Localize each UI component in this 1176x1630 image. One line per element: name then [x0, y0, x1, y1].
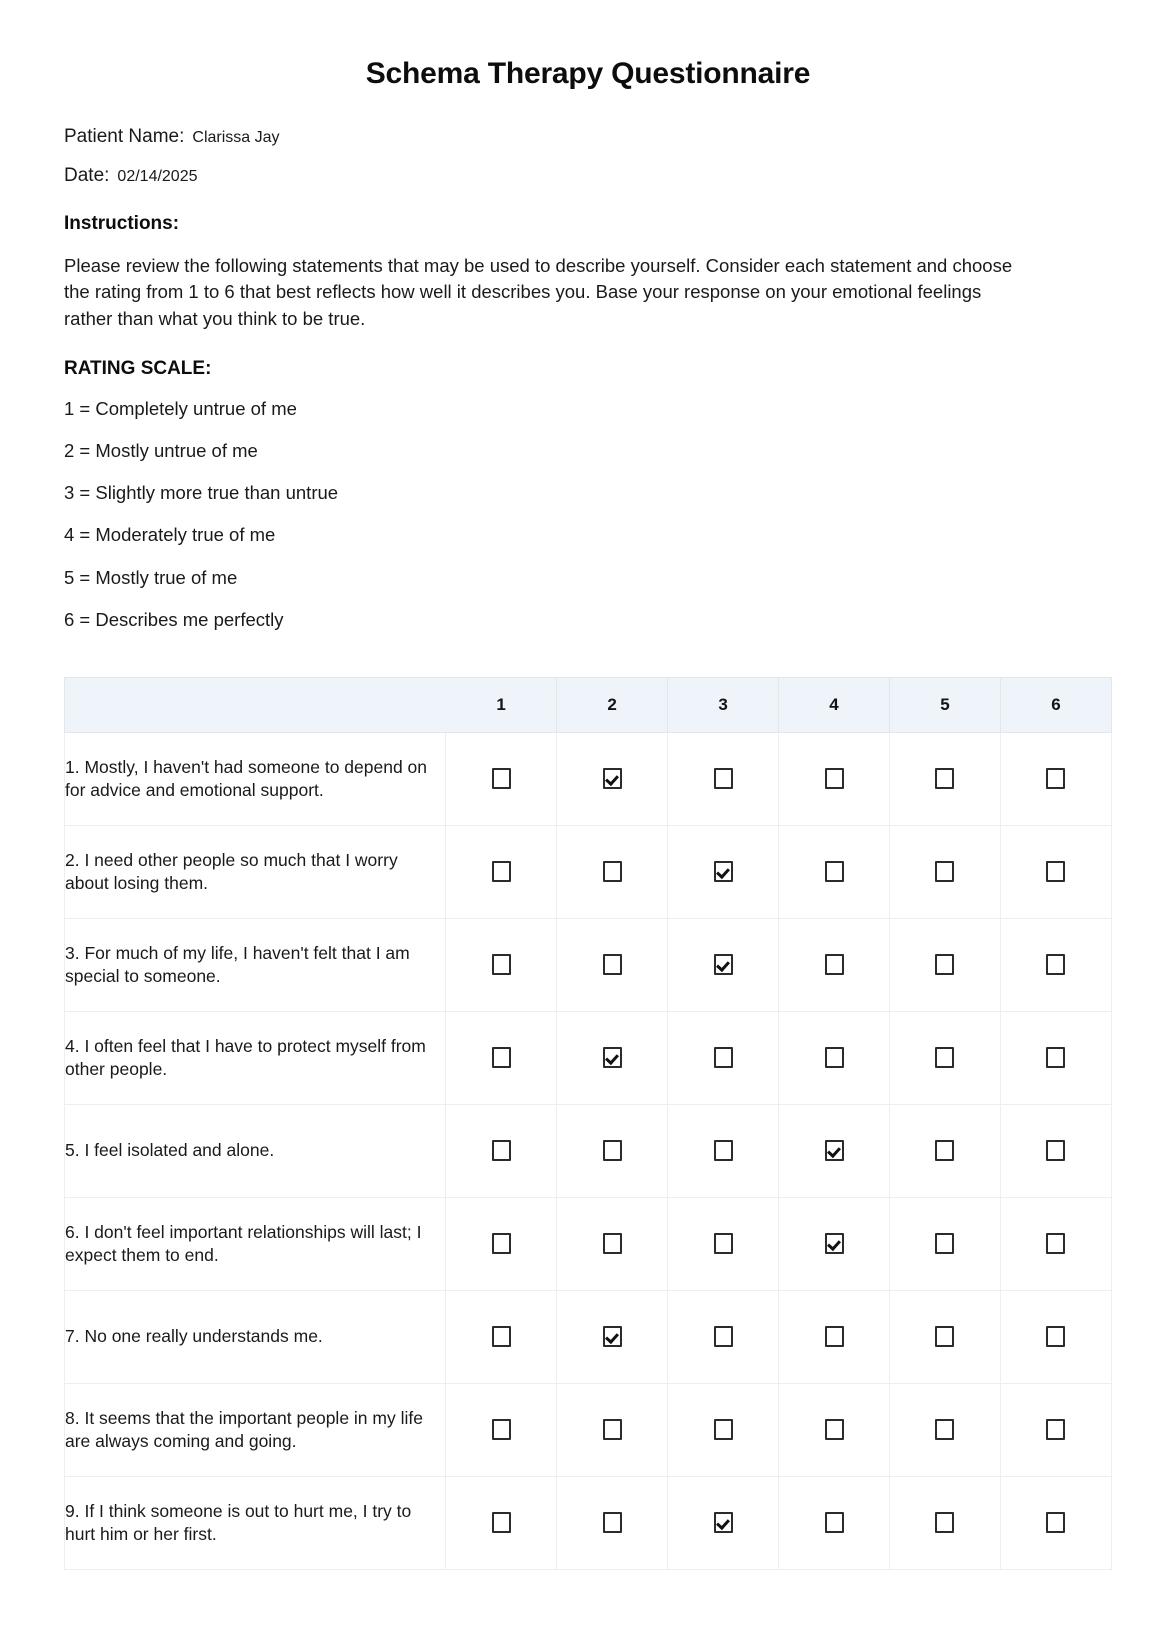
rating-cell-3[interactable]: [668, 1011, 779, 1104]
checkbox-icon[interactable]: [714, 1419, 733, 1440]
rating-cell-2[interactable]: [557, 732, 668, 825]
checkbox-icon[interactable]: [935, 1233, 954, 1254]
table-header: [65, 677, 1112, 732]
checkbox-icon[interactable]: [492, 1419, 511, 1440]
rating-cell-2[interactable]: [557, 1290, 668, 1383]
table-header-row: [65, 677, 1112, 732]
checkbox-checked-icon[interactable]: [603, 1047, 622, 1068]
statement-cell: 3. For much of my life, I haven't felt that I am special to someone.: [65, 918, 446, 1011]
rating-cell-1[interactable]: [446, 825, 557, 918]
rating-cell-5[interactable]: [890, 1197, 1001, 1290]
rating-cell-5[interactable]: [890, 1290, 1001, 1383]
table-row: [65, 1011, 1112, 1104]
rating-scale-item: 4 = Moderately true of me: [64, 524, 276, 546]
checkbox-checked-icon[interactable]: [714, 954, 733, 975]
checkbox-icon[interactable]: [492, 768, 511, 789]
rating-cell-1[interactable]: [446, 1383, 557, 1476]
checkbox-icon[interactable]: [492, 1233, 511, 1254]
column-header-4: 4: [779, 677, 890, 732]
statement-cell: 2. I need other people so much that I worry about losing them.: [65, 825, 446, 918]
checkbox-icon[interactable]: [714, 1140, 733, 1161]
instructions-heading: Instructions:: [64, 213, 180, 234]
rating-cell-5[interactable]: [890, 1476, 1001, 1569]
rating-cell-6[interactable]: [1000, 732, 1111, 825]
rating-scale-item: 5 = Mostly true of me: [64, 566, 238, 588]
rating-cell-2[interactable]: [557, 918, 668, 1011]
column-header-3: 3: [668, 677, 779, 732]
checkbox-icon[interactable]: [825, 861, 844, 882]
checkbox-checked-icon[interactable]: [603, 768, 622, 789]
page-title: Schema Therapy Questionnaire: [365, 57, 811, 90]
rating-cell-6[interactable]: [1000, 1476, 1111, 1569]
statement-cell: 7. No one really understands me.: [65, 1290, 446, 1383]
table-row: [65, 1476, 1112, 1569]
rating-cell-3[interactable]: [668, 825, 779, 918]
rating-cell-4[interactable]: [779, 1011, 890, 1104]
table-row: [65, 1290, 1112, 1383]
rating-cell-5[interactable]: [890, 1104, 1001, 1197]
rating-cell-6[interactable]: [1000, 825, 1111, 918]
rating-scale-item: 3 = Slightly more true than untrue: [64, 482, 339, 504]
rating-cell-4[interactable]: [779, 732, 890, 825]
checkbox-icon[interactable]: [603, 1233, 622, 1254]
rating-cell-5[interactable]: [890, 918, 1001, 1011]
checkbox-icon[interactable]: [1046, 768, 1065, 789]
column-header-statement: [65, 677, 446, 732]
checkbox-icon[interactable]: [935, 1326, 954, 1347]
checkbox-icon[interactable]: [935, 1140, 954, 1161]
table-row: [65, 825, 1112, 918]
rating-scale-list: [64, 398, 1112, 631]
patient-name-field: [64, 126, 1112, 148]
rating-cell-6[interactable]: [1000, 1197, 1111, 1290]
checkbox-checked-icon[interactable]: [714, 1512, 733, 1533]
checkbox-icon[interactable]: [1046, 1512, 1065, 1533]
checkbox-icon[interactable]: [1046, 1419, 1065, 1440]
rating-cell-2[interactable]: [557, 1383, 668, 1476]
checkbox-icon[interactable]: [935, 861, 954, 882]
checkbox-checked-icon[interactable]: [825, 1233, 844, 1254]
table-row: [65, 918, 1112, 1011]
checkbox-icon[interactable]: [1046, 1140, 1065, 1161]
rating-cell-6[interactable]: [1000, 1104, 1111, 1197]
instructions-body: Please review the following statements that may be used to describe yourself. Consider each statement and choose the rating from 1 to 6 that best reflects how well it describes you. Base your response on your emotional feelings rather than what you think to be true.: [64, 255, 1013, 329]
checkbox-icon[interactable]: [825, 954, 844, 975]
rating-cell-3[interactable]: [668, 1104, 779, 1197]
rating-cell-4[interactable]: [779, 1290, 890, 1383]
rating-cell-3[interactable]: [668, 1476, 779, 1569]
checkbox-icon[interactable]: [492, 1140, 511, 1161]
rating-cell-5[interactable]: [890, 732, 1001, 825]
rating-scale-heading: RATING SCALE:: [64, 357, 212, 379]
rating-cell-6[interactable]: [1000, 1011, 1111, 1104]
statement-cell: 6. I don't feel important relationships will last; I expect them to end.: [65, 1197, 446, 1290]
checkbox-icon[interactable]: [603, 1419, 622, 1440]
statement-cell: 1. Mostly, I haven't had someone to depend on for advice and emotional support.: [65, 732, 446, 825]
checkbox-icon[interactable]: [492, 861, 511, 882]
questionnaire-table-wrapper: [64, 677, 1112, 1570]
column-header-1: 1: [446, 677, 557, 732]
rating-cell-5[interactable]: [890, 1383, 1001, 1476]
rating-cell-2[interactable]: [557, 1197, 668, 1290]
statement-cell: 5. I feel isolated and alone.: [65, 1104, 446, 1197]
rating-cell-4[interactable]: [779, 918, 890, 1011]
date-field: [64, 165, 1112, 187]
rating-cell-3[interactable]: [668, 918, 779, 1011]
checkbox-icon[interactable]: [1046, 1047, 1065, 1068]
checkbox-icon[interactable]: [492, 1047, 511, 1068]
rating-cell-4[interactable]: [779, 825, 890, 918]
rating-cell-2[interactable]: [557, 1104, 668, 1197]
rating-cell-4[interactable]: [779, 1476, 890, 1569]
rating-cell-1[interactable]: [446, 1011, 557, 1104]
checkbox-checked-icon[interactable]: [714, 861, 733, 882]
checkbox-icon[interactable]: [603, 1512, 622, 1533]
checkbox-icon[interactable]: [825, 1047, 844, 1068]
table-body: [65, 732, 1112, 1569]
rating-cell-5[interactable]: [890, 825, 1001, 918]
rating-cell-2[interactable]: [557, 1476, 668, 1569]
rating-scale-item: 1 = Completely untrue of me: [64, 397, 297, 419]
checkbox-icon[interactable]: [825, 768, 844, 789]
column-header-2: 2: [557, 677, 668, 732]
rating-cell-1[interactable]: [446, 1476, 557, 1569]
rating-cell-3[interactable]: [668, 1290, 779, 1383]
rating-cell-2[interactable]: [557, 825, 668, 918]
checkbox-icon[interactable]: [935, 1419, 954, 1440]
checkbox-icon[interactable]: [492, 1326, 511, 1347]
checkbox-icon[interactable]: [714, 768, 733, 789]
checkbox-icon[interactable]: [714, 1047, 733, 1068]
checkbox-icon[interactable]: [714, 1326, 733, 1347]
statement-cell: 9. If I think someone is out to hurt me, I try to hurt him or her first.: [65, 1476, 446, 1569]
rating-cell-5[interactable]: [890, 1011, 1001, 1104]
patient-name-label: Patient Name:: [64, 126, 185, 147]
rating-scale-item: 6 = Describes me perfectly: [64, 608, 284, 630]
checkbox-icon[interactable]: [825, 1326, 844, 1347]
table-row: [65, 1197, 1112, 1290]
checkbox-icon[interactable]: [825, 1419, 844, 1440]
rating-cell-1[interactable]: [446, 1290, 557, 1383]
statement-cell: 8. It seems that the important people in my life are always coming and going.: [65, 1383, 446, 1476]
checkbox-icon[interactable]: [603, 954, 622, 975]
date-label: Date:: [64, 165, 110, 186]
checkbox-icon[interactable]: [1046, 1326, 1065, 1347]
date-value[interactable]: 02/14/2025: [117, 168, 198, 185]
rating-cell-4[interactable]: [779, 1383, 890, 1476]
checkbox-checked-icon[interactable]: [825, 1140, 844, 1161]
column-header-6: 6: [1000, 677, 1111, 732]
table-row: [65, 1383, 1112, 1476]
checkbox-icon[interactable]: [1046, 954, 1065, 975]
table-row: [65, 1104, 1112, 1197]
rating-cell-1[interactable]: [446, 1104, 557, 1197]
checkbox-icon[interactable]: [492, 1512, 511, 1533]
rating-cell-3[interactable]: [668, 732, 779, 825]
rating-cell-1[interactable]: [446, 1197, 557, 1290]
patient-name-value[interactable]: Clarissa Jay: [192, 129, 280, 146]
checkbox-icon[interactable]: [492, 954, 511, 975]
checkbox-icon[interactable]: [935, 1047, 954, 1068]
checkbox-icon[interactable]: [714, 1233, 733, 1254]
rating-cell-6[interactable]: [1000, 1383, 1111, 1476]
column-header-5: 5: [890, 677, 1001, 732]
checkbox-checked-icon[interactable]: [603, 1326, 622, 1347]
checkbox-icon[interactable]: [1046, 861, 1065, 882]
rating-cell-6[interactable]: [1000, 1290, 1111, 1383]
rating-cell-1[interactable]: [446, 732, 557, 825]
rating-cell-3[interactable]: [668, 1197, 779, 1290]
statement-cell: 4. I often feel that I have to protect myself from other people.: [65, 1011, 446, 1104]
questionnaire-table: [64, 677, 1112, 1570]
rating-cell-4[interactable]: [779, 1197, 890, 1290]
checkbox-icon[interactable]: [825, 1512, 844, 1533]
rating-scale-item: 2 = Mostly untrue of me: [64, 439, 258, 461]
checkbox-icon[interactable]: [935, 768, 954, 789]
rating-cell-1[interactable]: [446, 918, 557, 1011]
checkbox-icon[interactable]: [935, 1512, 954, 1533]
checkbox-icon[interactable]: [935, 954, 954, 975]
checkbox-icon[interactable]: [603, 1140, 622, 1161]
table-row: [65, 732, 1112, 825]
rating-cell-2[interactable]: [557, 1011, 668, 1104]
checkbox-icon[interactable]: [603, 861, 622, 882]
checkbox-icon[interactable]: [1046, 1233, 1065, 1254]
rating-cell-6[interactable]: [1000, 918, 1111, 1011]
rating-cell-3[interactable]: [668, 1383, 779, 1476]
rating-cell-4[interactable]: [779, 1104, 890, 1197]
